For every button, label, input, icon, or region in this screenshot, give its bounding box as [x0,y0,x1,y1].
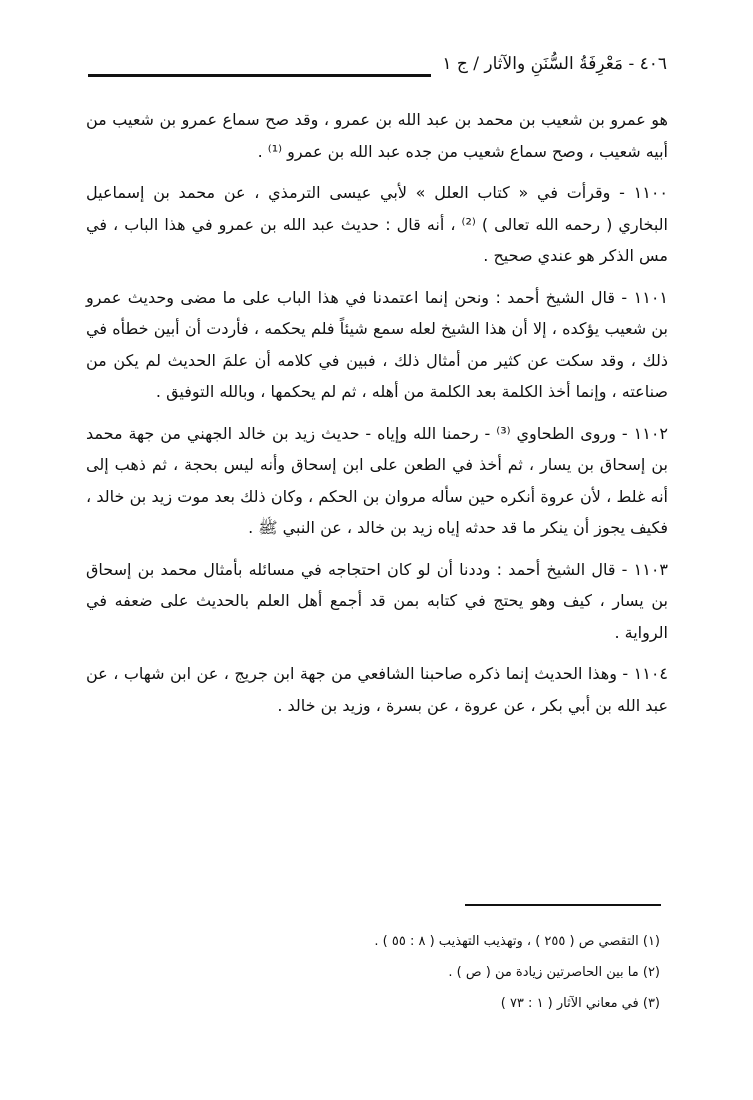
footnote-separator [465,904,661,906]
main-text [86,104,668,731]
paragraph: ١١٠٠ - وقرأت في « كتاب العلل » لأبي عيسى الترمذي ، عن محمد بن إسماعيل البخاري ( رحمه الله تعالى ) ⁽²⁾ ، أنه قال : حديث عبد الله بن عمرو في هذا الباب ، في مس الذكر هو عندي صحيح . [86,183,668,265]
footnote: (١) التقصي ص ( ٢٥٥ ) ، وتهذيب التهذيب ( ٨ : ٥٥ ) . [374,934,660,949]
footnote: (٢) ما بين الحاصرتين زيادة من ( ص ) . [448,965,660,980]
paragraph: هو عمرو بن شعيب بن محمد بن عبد الله بن عمرو ، وقد صح سماع عمرو بن شعيب من أبيه شعيب ، وصح سماع شعيب من جده عبد الله بن عمرو ⁽¹⁾ . [86,110,668,161]
footnotes [200,926,660,1019]
footnote: (٣) في معاني الآثار ( ١ : ٧٣ ) [500,996,660,1011]
paragraph: ١١٠١ - قال الشيخ أحمد : ونحن إنما اعتمدنا في هذا الباب على ما مضى وحديث عمرو بن شعيب يؤكده ، إلا أن هذا الشيخ لعله سمع شيئاً فلم يحكمه ، فأردت أن أبين خطأه في ذلك ، وقد سكت عن كثير من أمثال ذلك ، فبين في كلامه أن علمَ الحديث لم يكن من صناعته ، وإنما أخذ الكلمة بعد الكلمة من أهله ، ثم لم يحكمها ، وبالله التوفيق . [86,287,668,401]
paragraph: ١١٠٤ - وهذا الحديث إنما ذكره صاحبنا الشافعي من جهة ابن جريج ، عن ابن شهاب ، عن عبد الله بن أبي بكر ، عن عروة ، عن بسرة ، وزيد بن خالد . [86,664,668,715]
paragraph: ١١٠٢ - وروى الطحاوي ⁽³⁾ - رحمنا الله وإياه - حديث زيد بن خالد الجهني من جهة محمد بن إسحاق بن يسار ، ثم أخذ في الطعن على ابن إسحاق وأنه ليس بحجة ، ثم ذهب إلى أنه غلط ، لأن عروة أنكره حين سأله مروان بن الحكم ، وكان ذلك بعد موت زيد بن خالد ، فكيف يجوز أن ينكر ما قد حدثه إياه زيد بن خالد ، عن النبي ﷺ . [86,423,668,537]
running-header: ٤٠٦ - مَعْرِفَةُ السُّنَنِ والآثار / ج ١ [442,54,667,74]
header-rule [88,74,431,77]
paragraph: ١١٠٣ - قال الشيخ أحمد : وددنا أن لو كان احتجاجه في مسائله بأمثال محمد بن إسحاق بن يسار ، كيف وهو يحتج في كتابه بمن قد أجمع أهل العلم بالحديث على ضعفه في الرواية . [86,559,668,642]
page-header [88,54,667,84]
